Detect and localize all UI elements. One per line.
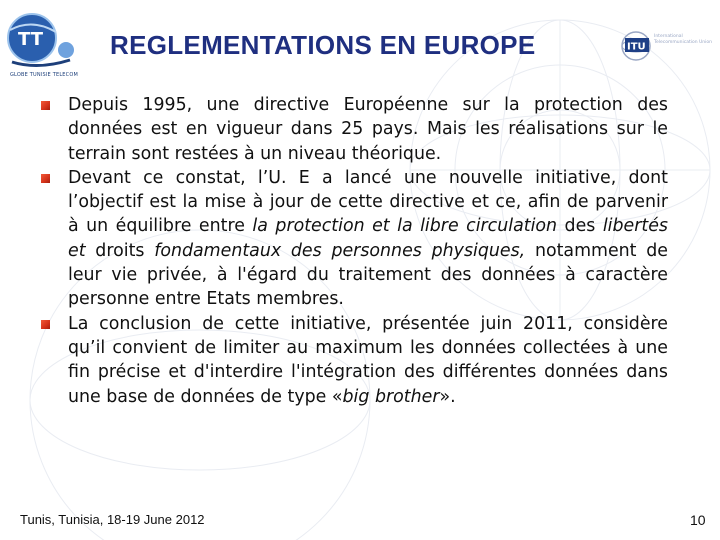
itu-mark: ITU [627, 41, 646, 53]
page-number: 10 [690, 512, 706, 528]
tunisie-telecom-logo [4, 10, 78, 78]
bullet-item-1 [68, 93, 668, 166]
tt-mark: TT [18, 29, 43, 50]
itu-logo [620, 26, 718, 66]
bullet-item-2 [68, 166, 668, 312]
bullet-text-1: Depuis 1995, une directive Européenne sur la protection des données est en vigueur dans 25 pays. Mais les réalisations sur le terrain sont restées à un niveau théorique. [68, 95, 668, 164]
bullet-text-2: Devant ce constat, l’U. E a lancé une nouvelle initiative, dont l’objectif est la mise à jour de cette directive et ce, afin de parvenir à un équilibre entre la protection et la libre circulation des libertés et droits fondamentaux des personnes physiques, notamment de leur vie privée, à l'égard du traitement des données à caractère personne entre Etats membres. [68, 167, 668, 310]
bullet-text-3: La conclusion de cette initiative, présentée juin 2011, considère qu’il convient de limiter au maximum les données collectées à une fin précise et d'interdire l'intégration des différentes données dans une base de données de type «big brother». [68, 313, 668, 407]
tt-caption: GLOBE TUNISIE TELECOM [9, 72, 79, 78]
bullet-marker-icon [41, 320, 50, 329]
slide-title: REGLEMENTATIONS EN EUROPE [110, 30, 536, 60]
bullet-marker-icon [41, 101, 50, 110]
itu-text: International Telecommunication Union [654, 34, 713, 45]
bullet-marker-icon [41, 174, 50, 183]
bullet-list [68, 93, 668, 409]
bullet-item-3 [68, 312, 668, 409]
footer-event: Tunis, Tunisia, 18-19 June 2012 [20, 512, 205, 527]
